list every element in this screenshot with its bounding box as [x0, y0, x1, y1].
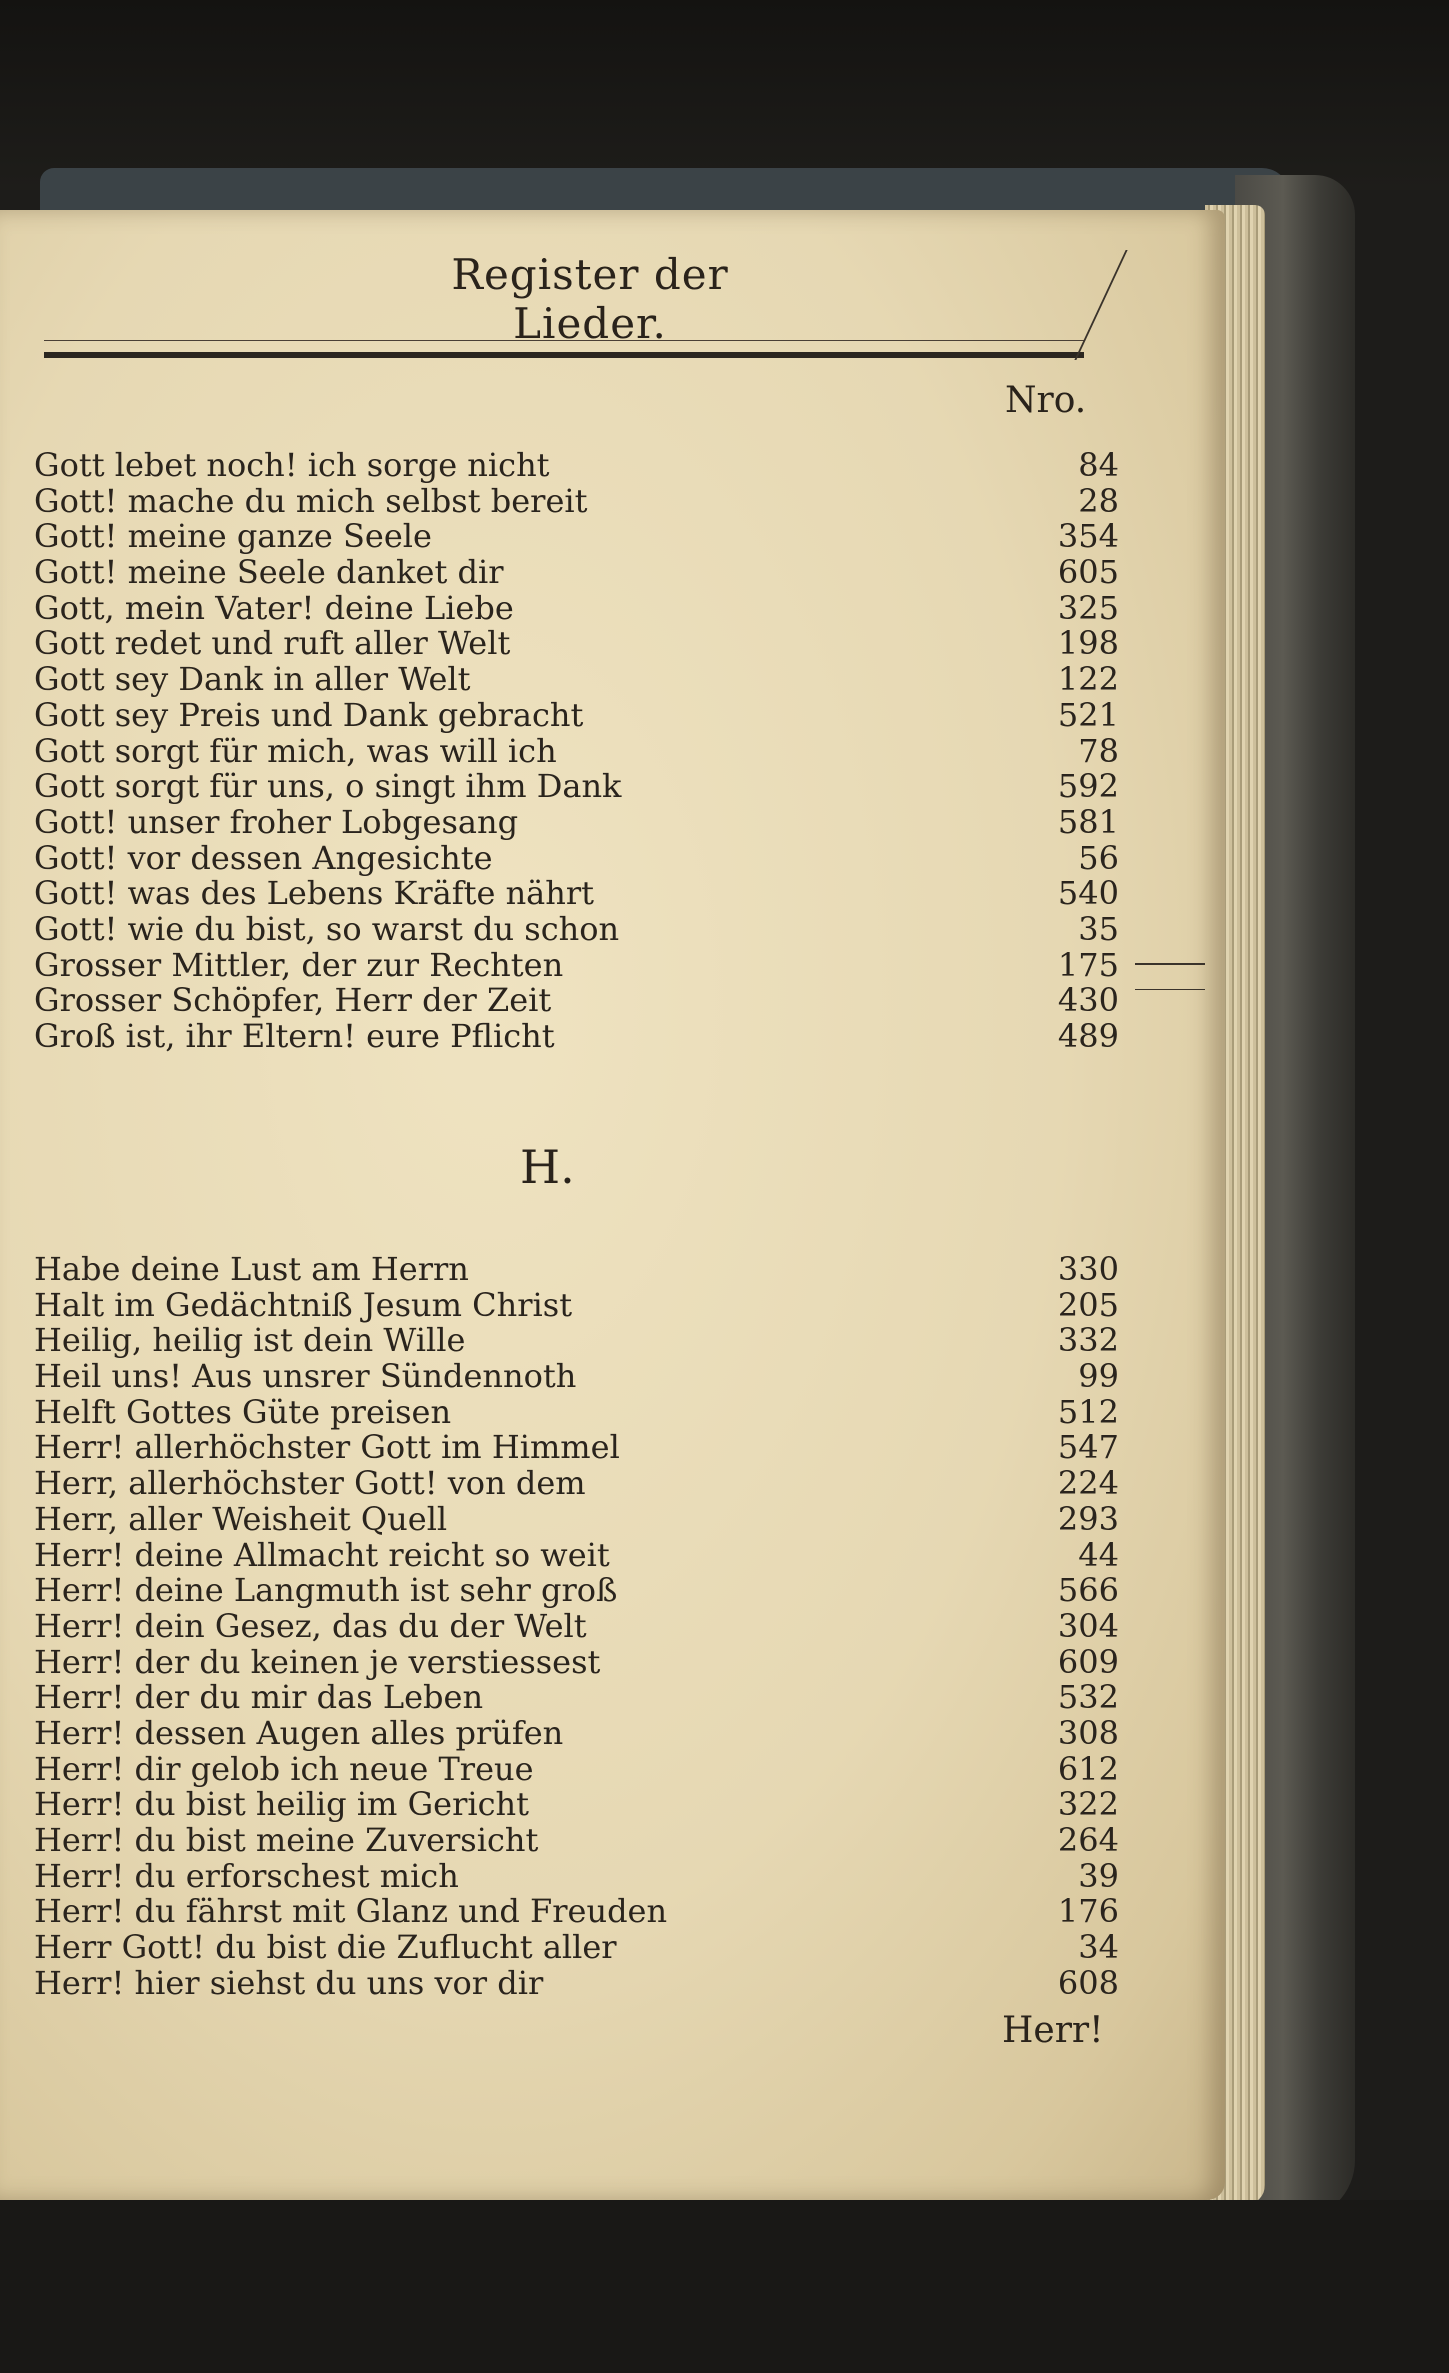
entry-number: 512	[1057, 1392, 1119, 1431]
entry-number: 581	[1057, 802, 1119, 841]
index-entry	[34, 1430, 1119, 1466]
entry-number: 293	[1057, 1499, 1119, 1538]
index-entry	[34, 1930, 1119, 1966]
entry-title: Gott! vor dessen Angesichte	[34, 838, 493, 877]
index-entry	[34, 1359, 1119, 1395]
entry-title: Gott! was des Lebens Kräfte nährt	[34, 874, 595, 913]
entry-title: Herr! dir gelob ich neue Treue	[34, 1749, 534, 1788]
pencil-pointer-mark	[1135, 963, 1205, 990]
entry-title: Herr! hier siehst du uns vor dir	[34, 1963, 544, 2002]
entry-number: 308	[1057, 1713, 1119, 1752]
header-rule-thin	[44, 340, 1084, 341]
entry-number: 566	[1057, 1571, 1119, 1610]
index-entry	[34, 909, 1119, 948]
entry-title: Gott sorgt für mich, was will ich	[34, 731, 557, 770]
entry-title: Herr! du bist meine Zuversicht	[34, 1821, 539, 1859]
index-entry	[34, 448, 1119, 484]
index-entry	[34, 1894, 1119, 1930]
entry-title: Gott! meine ganze Seele	[34, 517, 432, 556]
entry-number: 612	[1057, 1749, 1119, 1788]
entry-number: 224	[1057, 1464, 1119, 1503]
entry-title: Gott redet und ruft aller Welt	[34, 624, 511, 663]
index-entry	[34, 1466, 1119, 1502]
index-entry	[34, 1749, 1119, 1788]
entry-number: 122	[1057, 660, 1119, 699]
section-letter: H.	[520, 1140, 575, 1194]
entry-title: Herr! dessen Augen alles prüfen	[34, 1713, 564, 1752]
entry-title: Herr, aller Weisheit Quell	[34, 1499, 448, 1538]
index-entry	[34, 1019, 1119, 1055]
entry-title: Herr! allerhöchster Gott im Himmel	[34, 1428, 620, 1467]
catchword: Herr!	[1002, 2010, 1104, 2051]
index-entry	[34, 1499, 1119, 1538]
index-entry	[34, 731, 1119, 770]
index-entry	[34, 1392, 1119, 1431]
index-entry	[34, 1856, 1119, 1895]
entry-title: Herr! der du keinen je verstiessest	[34, 1642, 601, 1681]
entry-number: 532	[1057, 1678, 1119, 1717]
entry-title: Halt im Gedächtniß Jesum Christ	[34, 1285, 573, 1324]
entry-title: Gott sey Preis und Dank gebracht	[34, 695, 584, 734]
entry-number: 205	[1057, 1285, 1119, 1324]
index-entry	[34, 838, 1119, 877]
index-entry	[34, 1573, 1119, 1609]
index-entry	[34, 519, 1119, 555]
entry-number: 56	[1078, 838, 1119, 877]
entry-title: Grosser Schöpfer, Herr der Zeit	[34, 981, 552, 1020]
entry-title: Herr! du fährst mit Glanz und Freuden	[34, 1892, 668, 1931]
index-list-h	[34, 1252, 1119, 2001]
entry-number: 609	[1057, 1642, 1119, 1681]
entry-title: Gott! wie du bist, so warst du schon	[34, 909, 620, 948]
index-entry	[34, 802, 1119, 841]
index-entry	[34, 1323, 1119, 1359]
index-entry	[34, 662, 1119, 698]
entry-number: 84	[1078, 446, 1119, 484]
index-entry	[34, 588, 1119, 627]
entry-number: 198	[1057, 624, 1119, 663]
entry-number: 608	[1057, 1963, 1119, 2002]
entry-number: 175	[1057, 945, 1119, 984]
entry-title: Gott sorgt für uns, o singt ihm Dank	[34, 767, 622, 806]
index-entry	[34, 983, 1119, 1019]
index-entry	[34, 1535, 1119, 1574]
entry-number: 592	[1057, 767, 1119, 806]
entry-title: Herr, allerhöchster Gott! von dem	[34, 1464, 586, 1503]
entry-title: Helft Gottes Güte preisen	[34, 1392, 452, 1431]
entry-number: 489	[1057, 1017, 1119, 1055]
entry-number: 78	[1078, 731, 1119, 770]
entry-title: Heilig, heilig ist dein Wille	[34, 1321, 466, 1360]
entry-title: Groß ist, ihr Eltern! eure Pflicht	[34, 1017, 555, 1055]
index-entry	[34, 1642, 1119, 1681]
index-entry	[34, 945, 1119, 984]
header-rule	[44, 352, 1084, 358]
entry-title: Herr! deine Langmuth ist sehr groß	[34, 1571, 618, 1610]
entry-number: 28	[1078, 481, 1119, 520]
entry-number: 39	[1078, 1856, 1119, 1895]
entry-title: Herr! dein Gesez, das du der Welt	[34, 1606, 587, 1645]
index-entry	[34, 1823, 1119, 1859]
index-entry	[34, 769, 1119, 805]
index-entry	[34, 1285, 1119, 1324]
index-entry	[34, 481, 1119, 520]
entry-title: Herr Gott! du bist die Zuflucht aller	[34, 1928, 617, 1967]
entry-title: Habe deine Lust am Herrn	[34, 1250, 469, 1288]
entry-number: 34	[1078, 1928, 1119, 1967]
entry-title: Gott! meine Seele danket dir	[34, 553, 504, 592]
index-entry	[34, 1606, 1119, 1645]
entry-title: Gott lebet noch! ich sorge nicht	[34, 446, 550, 484]
index-entry	[34, 1963, 1119, 2002]
background-bottom	[0, 2200, 1449, 2373]
entry-number: 330	[1057, 1250, 1119, 1288]
entry-number: 35	[1078, 909, 1119, 948]
index-entry	[34, 695, 1119, 734]
index-entry	[34, 1252, 1119, 1288]
entry-number: 44	[1078, 1535, 1119, 1574]
entry-title: Gott, mein Vater! deine Liebe	[34, 588, 514, 627]
index-entry	[34, 876, 1119, 912]
entry-number: 176	[1057, 1892, 1119, 1931]
entry-number: 354	[1057, 517, 1119, 556]
entry-number: 547	[1057, 1428, 1119, 1467]
index-entry	[34, 1680, 1119, 1716]
number-column-label: Nro.	[1005, 380, 1087, 421]
entry-number: 605	[1057, 553, 1119, 592]
entry-number: 322	[1057, 1785, 1119, 1824]
index-list-g	[34, 448, 1119, 1055]
entry-number: 521	[1057, 695, 1119, 734]
entry-number: 264	[1057, 1821, 1119, 1859]
index-entry	[34, 555, 1119, 591]
index-entry	[34, 1713, 1119, 1752]
entry-title: Gott sey Dank in aller Welt	[34, 660, 471, 699]
entry-number: 99	[1078, 1357, 1119, 1396]
entry-title: Herr! deine Allmacht reicht so weit	[34, 1535, 610, 1574]
entry-number: 325	[1057, 588, 1119, 627]
index-entry	[34, 1787, 1119, 1823]
entry-title: Gott! unser froher Lobgesang	[34, 802, 519, 841]
entry-number: 332	[1057, 1321, 1119, 1360]
entry-number: 540	[1057, 874, 1119, 913]
index-entry	[34, 626, 1119, 662]
entry-title: Gott! mache du mich selbst bereit	[34, 481, 588, 520]
background-top	[0, 0, 1449, 190]
entry-title: Grosser Mittler, der zur Rechten	[34, 945, 564, 984]
page-header: Register der Lieder.	[451, 250, 729, 348]
entry-number: 304	[1057, 1606, 1119, 1645]
entry-title: Herr! du erforschest mich	[34, 1856, 459, 1895]
entry-title: Herr! der du mir das Leben	[34, 1678, 484, 1717]
entry-title: Herr! du bist heilig im Gericht	[34, 1785, 529, 1824]
entry-title: Heil uns! Aus unsrer Sündennoth	[34, 1357, 577, 1396]
entry-number: 430	[1057, 981, 1119, 1020]
